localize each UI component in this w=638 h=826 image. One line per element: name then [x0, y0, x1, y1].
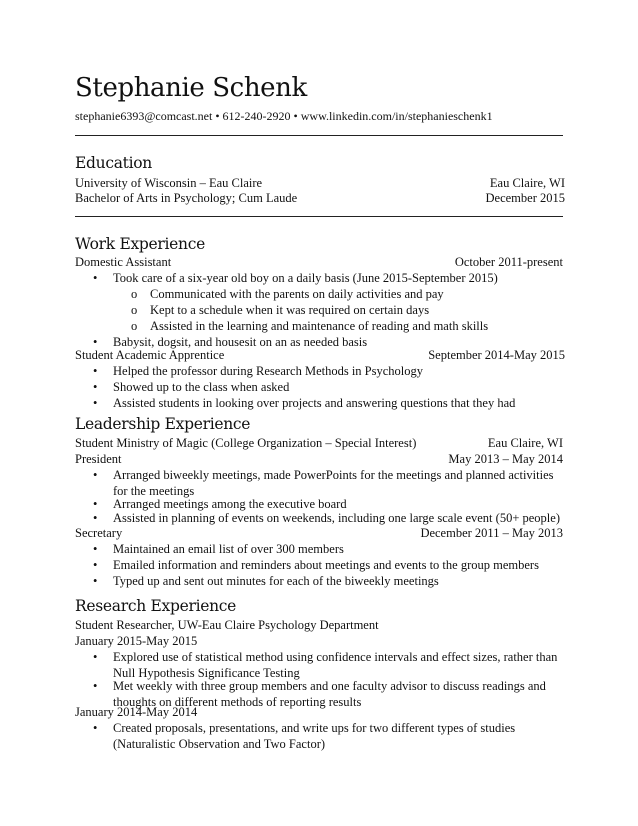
role-date: December 2011 – May 2013: [420, 526, 563, 540]
role-title: Secretary: [75, 526, 123, 540]
contact-line: stephanie6393@comcast.net • 612-240-2920 • www.linkedin.com/in/stephanieschenk1: [75, 109, 493, 123]
research-date: January 2014-May 2014: [75, 705, 198, 719]
job-title: Domestic Assistant: [75, 255, 172, 269]
list-item: • Explored use of statistical method using confidence intervals and effect sizes, rather than Null Hypothesis Significance Testing: [113, 649, 565, 681]
job-title: Student Academic Apprentice: [75, 348, 225, 362]
education-heading: Education: [75, 154, 152, 172]
sub-list-item: o Kept to a schedule when it was required on certain days: [150, 302, 565, 318]
org-row: [75, 435, 565, 451]
list-item: • Created proposals, presentations, and write ups for two different types of studies (Naturalistic Observation and Two Factor): [113, 720, 565, 752]
education-date: December 2015: [485, 191, 565, 205]
resume-name: Stephanie Schenk: [75, 73, 307, 103]
education-divider: [75, 216, 563, 217]
education-school-row: [75, 175, 565, 191]
list-item: • Arranged meetings among the executive board: [113, 496, 565, 512]
list-item: • Assisted students in looking over projects and answering questions that they had: [113, 395, 565, 411]
list-item: • Babysit, dogsit, and housesit on an as needed basis: [113, 334, 565, 350]
education-school: University of Wisconsin – Eau Claire: [75, 176, 263, 190]
list-item: • Took care of a six-year old boy on a daily basis (June 2015-September 2015): [113, 270, 565, 286]
org-location: Eau Claire, WI: [487, 436, 563, 450]
research-heading: Research Experience: [75, 597, 237, 615]
list-item: • Emailed information and reminders about meetings and events to the group members: [113, 557, 565, 573]
list-item: • Assisted in planning of events on weekends, including one large scale event (50+ people): [113, 510, 565, 526]
list-item: • Helped the professor during Research Methods in Psychology: [113, 363, 565, 379]
education-degree-row: [75, 190, 565, 206]
sub-list-item: o Communicated with the parents on daily activities and pay: [150, 286, 565, 302]
role-row: [75, 525, 565, 541]
role-date: May 2013 – May 2014: [448, 452, 563, 466]
education-degree: Bachelor of Arts in Psychology; Cum Laude: [75, 191, 298, 205]
research-position: Student Researcher, UW-Eau Claire Psychology Department: [75, 618, 379, 632]
list-item: • Showed up to the class when asked: [113, 379, 565, 395]
education-location: Eau Claire, WI: [489, 176, 565, 190]
role-title: President: [75, 452, 122, 466]
role-row: [75, 451, 565, 467]
sub-list-item: o Assisted in the learning and maintenance of reading and math skills: [150, 318, 565, 334]
job-date: October 2011-present: [454, 255, 563, 269]
list-item: • Arranged biweekly meetings, made PowerPoints for the meetings and planned activities for the meetings: [113, 467, 559, 499]
list-item: • Maintained an email list of over 300 members: [113, 541, 565, 557]
leadership-heading: Leadership Experience: [75, 415, 251, 433]
org-name: Student Ministry of Magic (College Organization – Special Interest): [75, 436, 417, 450]
header-divider: [75, 135, 563, 136]
job-row: [75, 254, 565, 270]
list-item: • Met weekly with three group members and one faculty advisor to discuss readings and thoughts on different methods of reporting results: [113, 678, 565, 710]
job-date: September 2014-May 2015: [428, 348, 565, 362]
job-row: [75, 347, 565, 363]
research-date: January 2015-May 2015: [75, 634, 198, 648]
work-heading: Work Experience: [75, 235, 205, 253]
list-item: • Typed up and sent out minutes for each of the biweekly meetings: [113, 573, 565, 589]
